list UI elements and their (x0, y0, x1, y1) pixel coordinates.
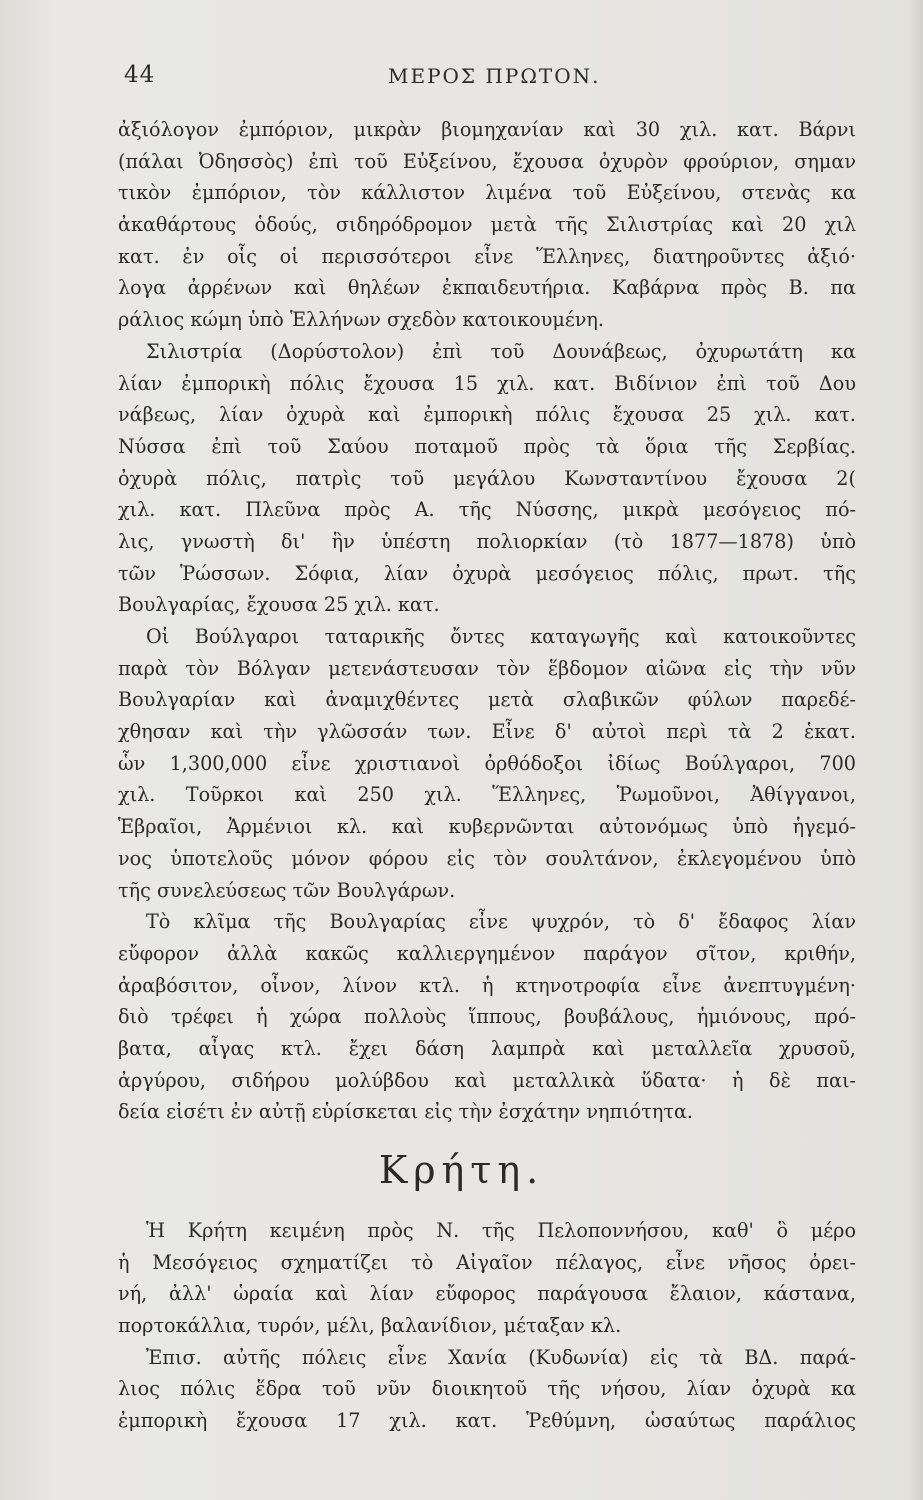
paragraph-start: Οἱ Βούλγαροι ταταρικῆς ὄντες καταγωγῆς καὶ κατοικοῦντες (146, 625, 856, 648)
text-line: χιλ. κατ. Πλεῦνα πρὸς Α. τῆς Νύσσης, μικρὰ μεσόγειος πό- (118, 498, 856, 522)
text-line: ἡ Μεσόγειος σχηματίζει τὸ Αἰγαῖον πέλαγος, εἶνε νῆσος ὀρει- (118, 1250, 856, 1274)
text-line: ἀκαθάρτους ὁδούς, σιδηρόδρομον μετὰ τῆς Σιλιστρίας καὶ 20 χιλ (118, 213, 856, 237)
text-line: πορτοκάλλια, τυρόν, μέλι, βαλανίδιον, μέταξαν κλ. (118, 1314, 622, 1338)
text-line: βατα, αἶγας κτλ. ἔχει δάση λαμπρὰ καὶ μεταλλεῖα χρυσοῦ, (118, 1036, 856, 1060)
text-line: ἀργύρου, σιδήρου μολύβδου καὶ μεταλλικὰ ὕδατα· ἡ δὲ παι- (118, 1068, 856, 1092)
text-line: τῆς συνελεύσεως τῶν Βουλγάρων. (118, 878, 456, 902)
text-line: εὔφορον ἀλλὰ κακῶς καλλιεργημένον παράγον σῖτον, κριθήν, (118, 941, 856, 965)
text-line: τικὸν ἐμπόριον, τὸν κάλλιστον λιμένα τοῦ Εὐξείνου, στενὰς κα (118, 181, 856, 205)
text-line: χθησαν καὶ τὴν γλῶσσάν των. Εἶνε δ' αὐτοὶ περὶ τὰ 2 ἑκατ. (118, 720, 856, 744)
text-line: ὀχυρὰ πόλις, πατρὶς τοῦ μεγάλου Κωνσταντίνου ἔχουσα 2( (118, 466, 856, 490)
text-line: Βουλγαρίας, ἔχουσα 25 χιλ. κατ. (118, 593, 440, 617)
paragraph-start: Ἡ Κρήτη κειμένη πρὸς Ν. τῆς Πελοποννήσου, καθ' ὃ μέρο (146, 1219, 856, 1242)
paragraph-start: Σιλιστρία (Δορύστολον) ἐπὶ τοῦ Δουνάβεως, ὀχυρωτάτη κα (146, 339, 856, 363)
text-line: ράλιος κώμη ὑπὸ Ἑλλήνων σχεδὸν κατοικουμένη. (118, 308, 605, 332)
text-line: ἀξιόλογον ἐμπόριον, μικρὰν βιομηχανίαν καὶ 30 χιλ. κατ. Βάρνι (118, 118, 856, 141)
text-line: τῶν Ῥώσσων. Σόφια, λίαν ὀχυρὰ μεσόγειος πόλις, πρωτ. τῆς (118, 561, 856, 585)
text-line: νή, ἀλλ' ὡραία καὶ λίαν εὔφορος παράγουσα ἔλαιον, κάστανα, (118, 1282, 856, 1306)
text-line: ἐμπορικὴ ἔχουσα 17 χιλ. κατ. Ῥεθύμνη, ὡσαύτως παράλιος (118, 1409, 856, 1433)
section-title: Κρήτη. (378, 1148, 545, 1192)
text-line: νος ὑποτελοῦς μόνον φόρου εἰς τὸν σουλτάνον, ἐκλεγομένου ὑπὸ (118, 846, 856, 870)
text-line: δεία εἰσέτι ἐν αὐτῇ εὑρίσκεται εἰς τὴν ἐσχάτην νηπιότητα. (118, 1100, 693, 1124)
text-line: χιλ. Τοῦρκοι καὶ 250 χιλ. Ἕλληνες, Ῥωμοῦνοι, Ἀθίγγανοι, (118, 783, 856, 807)
running-head: ΜΕΡΟΣ ΠΡΩΤΟΝ. (388, 64, 601, 88)
text-line: Βουλγαρίαν καὶ ἀναμιχθέντες μετὰ σλαβικῶν φύλων παρεδέ- (118, 688, 856, 712)
text-block-crete (118, 1215, 856, 1437)
text-line: (πάλαι Ὀδησσὸς) ἐπὶ τοῦ Εὐξείνου, ἔχουσα ὀχυρὸν φρούριον, σημαν (118, 149, 856, 173)
text-line: ὧν 1,300,000 εἶνε χριστιανοὶ ὀρθόδοξοι ἰδίως Βούλγαροι, 700 (118, 751, 856, 775)
text-line: λις, γνωστὴ δι' ἣν ὑπέστη πολιορκίαν (τὸ 1877—1878) ὑπὸ (118, 529, 856, 553)
text-line: διὸ τρέφει ἡ χώρα πολλοὺς ἵππους, βουβάλους, ἡμιόνους, πρό- (118, 1005, 856, 1029)
text-line: Νύσσα ἐπὶ τοῦ Σαύου ποταμοῦ πρὸς τὰ ὅρια τῆς Σερβίας. (118, 434, 856, 458)
text-line: λιος πόλις ἕδρα τοῦ νῦν διοικητοῦ τῆς νήσου, λίαν ὀχυρὰ κα (118, 1377, 856, 1401)
text-line: κατ. ἐν οἷς οἱ περισσότεροι εἶνε Ἕλληνες, διατηροῦντες ἀξιό· (118, 244, 856, 268)
text-line: νάβεως, λίαν ὀχυρὰ καὶ ἐμπορικὴ πόλις ἔχουσα 25 χιλ. κατ. (118, 403, 856, 427)
text-line: Ἑβραῖοι, Ἀρμένιοι κλ. καὶ κυβερνῶνται αὐτονόμως ὑπὸ ἡγεμό- (118, 815, 856, 839)
page-number: 44 (124, 62, 156, 88)
paragraph-start: Ἐπισ. αὐτῆς πόλεις εἶνε Χανία (Κυδωνία) εἰς τὰ ΒΔ. παρά- (146, 1345, 856, 1369)
text-block-bulgaria (118, 114, 856, 1128)
text-line: λίαν ἐμπορικὴ πόλις ἔχουσα 15 χιλ. κατ. Βιδίνιον ἐπὶ τοῦ Δου (118, 371, 856, 395)
text-line: παρὰ τὸν Βόλγαν μετενάστευσαν τὸν ἕβδομον αἰῶνα εἰς τὴν νῦν (118, 656, 856, 680)
text-line: ἀραβόσιτον, οἶνον, λίνον κτλ. ἡ κτηνοτροφία εἶνε ἀνεπτυγμένη· (118, 973, 856, 997)
text-line: λογα ἀρρένων καὶ θηλέων ἐκπαιδευτήρια. Καβάρνα πρὸς Β. πα (118, 276, 856, 300)
paragraph-start: Τὸ κλῖμα τῆς Βουλγαρίας εἶνε ψυχρόν, τὸ δ' ἔδαφος λίαν (146, 910, 856, 934)
page-header (118, 62, 858, 96)
